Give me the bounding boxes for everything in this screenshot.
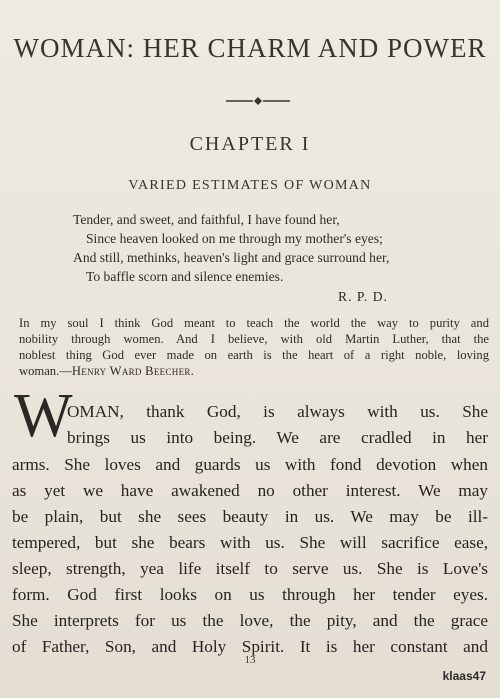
watermark: klaas47 — [442, 669, 486, 683]
verse-line: To baffle scorn and silence enemies. — [86, 269, 284, 284]
chapter-heading: CHAPTER I — [189, 133, 311, 155]
epigraph-line: noblest thing God ever made on earth is the heart of a right noble, loving — [19, 348, 489, 362]
verse-line: Tender, and sweet, and faithful, I have found her, — [73, 212, 340, 227]
page-number: 13 — [244, 654, 256, 666]
epigraph-line: nobility through women. And I believe, with old Martin Luther, that the — [19, 332, 489, 346]
body-line: sleep, strength, yea life itself to serve us. She is Love's — [12, 559, 488, 578]
book-title: WOMAN: HER CHARM AND POWER — [13, 33, 487, 63]
body-line: brings us into being. We are cradled in her — [67, 428, 488, 447]
epigraph-last-prefix: woman.— — [19, 364, 72, 378]
verse-line: Since heaven looked on me through my mother's eyes; — [86, 231, 383, 246]
verse-line: And still, methinks, heaven's light and grace surround her, — [73, 250, 390, 265]
epigraph-author: Henry Ward Beecher. — [71, 364, 195, 378]
epigraph-signature-line — [19, 364, 194, 379]
body-line: She interprets for us the love, the pity, and the grace — [12, 611, 488, 630]
body-line: of Father, Son, and Holy Spirit. It is her constant and — [12, 637, 488, 656]
body-line: OMAN, thank God, is always with us. She — [67, 402, 488, 421]
verse-attribution: R. P. D. — [338, 289, 388, 304]
body-line: as yet we have awakened no other interest. We may — [12, 481, 488, 500]
epigraph-line: In my soul I think God meant to teach the world the way to purity and — [19, 316, 489, 330]
body-line: form. God first looks on us through her tender eyes. — [12, 585, 488, 604]
body-line: tempered, but she bears with us. She will sacrifice ease, — [12, 533, 488, 552]
body-line: arms. She loves and guards us with fond devotion when — [12, 455, 488, 474]
chapter-subtitle: VARIED ESTIMATES OF WOMAN — [128, 178, 372, 193]
body-line: be plain, but she sees beauty in us. We may be ill- — [12, 507, 488, 526]
ornament-divider — [226, 96, 290, 106]
drop-cap: W — [14, 382, 73, 450]
